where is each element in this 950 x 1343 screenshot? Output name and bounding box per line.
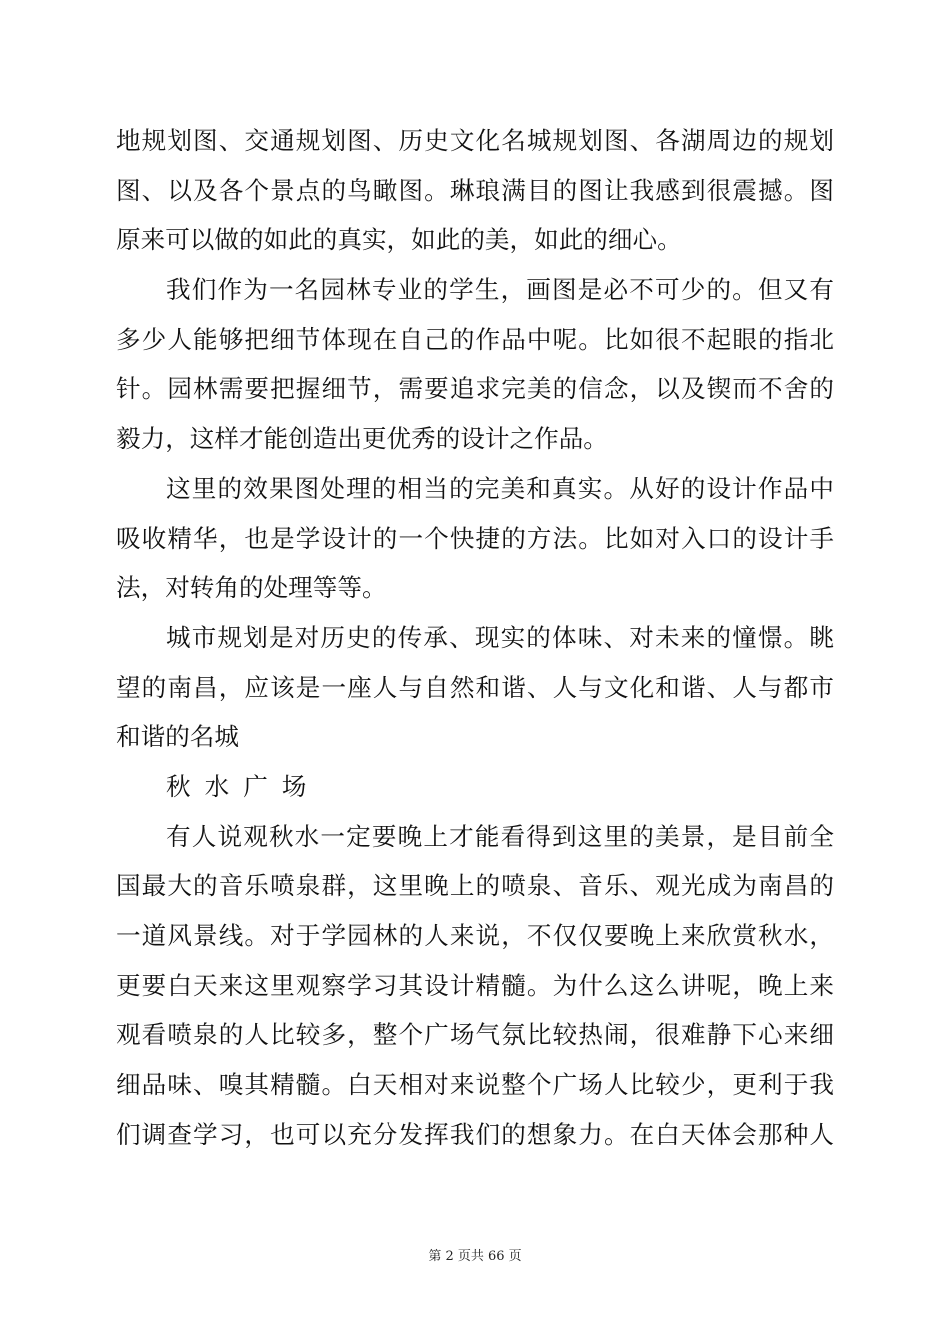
text-line: 原来可以做的如此的真实，如此的美，如此的细心。 bbox=[116, 225, 682, 255]
text-line: 城市规划是对历史的传承、现实的体味、对未来的憧憬。眺 bbox=[166, 622, 834, 652]
text-line: 针。园林需要把握细节，需要追求完美的信念，以及锲而不舍的 bbox=[116, 374, 834, 404]
text-line: 和谐的名城 bbox=[116, 722, 239, 752]
section-heading: 秋水广场 bbox=[166, 771, 321, 801]
text-line: 一道风景线。对于学园林的人来说，不仅仅要晚上来欣赏秋水， bbox=[116, 921, 834, 950]
text-line: 图、以及各个景点的鸟瞰图。琳琅满目的图让我感到很震撼。图 bbox=[116, 175, 834, 205]
text-line: 更要白天来这里观察学习其设计精髓。为什么这么讲呢，晚上来 bbox=[116, 970, 834, 1000]
text-line: 这里的效果图处理的相当的完美和真实。从好的设计作品中 bbox=[166, 473, 834, 503]
text-line: 国最大的音乐喷泉群，这里晚上的喷泉、音乐、观光成为南昌的 bbox=[116, 871, 834, 901]
text-line: 望的南昌，应该是一座人与自然和谐、人与文化和谐、人与都市 bbox=[116, 672, 834, 702]
text-line: 毅力，这样才能创造出更优秀的设计之作品。 bbox=[116, 424, 608, 454]
text-line: 法，对转角的处理等等。 bbox=[116, 573, 387, 603]
document-body bbox=[116, 116, 834, 1159]
text-line: 观看喷泉的人比较多，整个广场气氛比较热闹，很难静下心来细 bbox=[116, 1020, 834, 1050]
page-number: 第 2 页共 66 页 bbox=[428, 1249, 522, 1264]
text-line: 多少人能够把细节体现在自己的作品中呢。比如很不起眼的指北 bbox=[116, 324, 834, 354]
text-line: 细品味、嗅其精髓。白天相对来说整个广场人比较少，更利于我 bbox=[116, 1070, 834, 1100]
text-line: 地规划图、交通规划图、历史文化名城规划图、各湖周边的规划 bbox=[116, 126, 834, 155]
text-line: 吸收精华，也是学设计的一个快捷的方法。比如对入口的设计手 bbox=[116, 523, 834, 553]
text-line: 们调查学习，也可以充分发挥我们的想象力。在白天体会那种人 bbox=[116, 1119, 834, 1149]
text-line: 有人说观秋水一定要晚上才能看得到这里的美景，是目前全 bbox=[166, 821, 834, 851]
text-line: 我们作为一名园林专业的学生，画图是必不可少的。但又有 bbox=[166, 275, 834, 305]
